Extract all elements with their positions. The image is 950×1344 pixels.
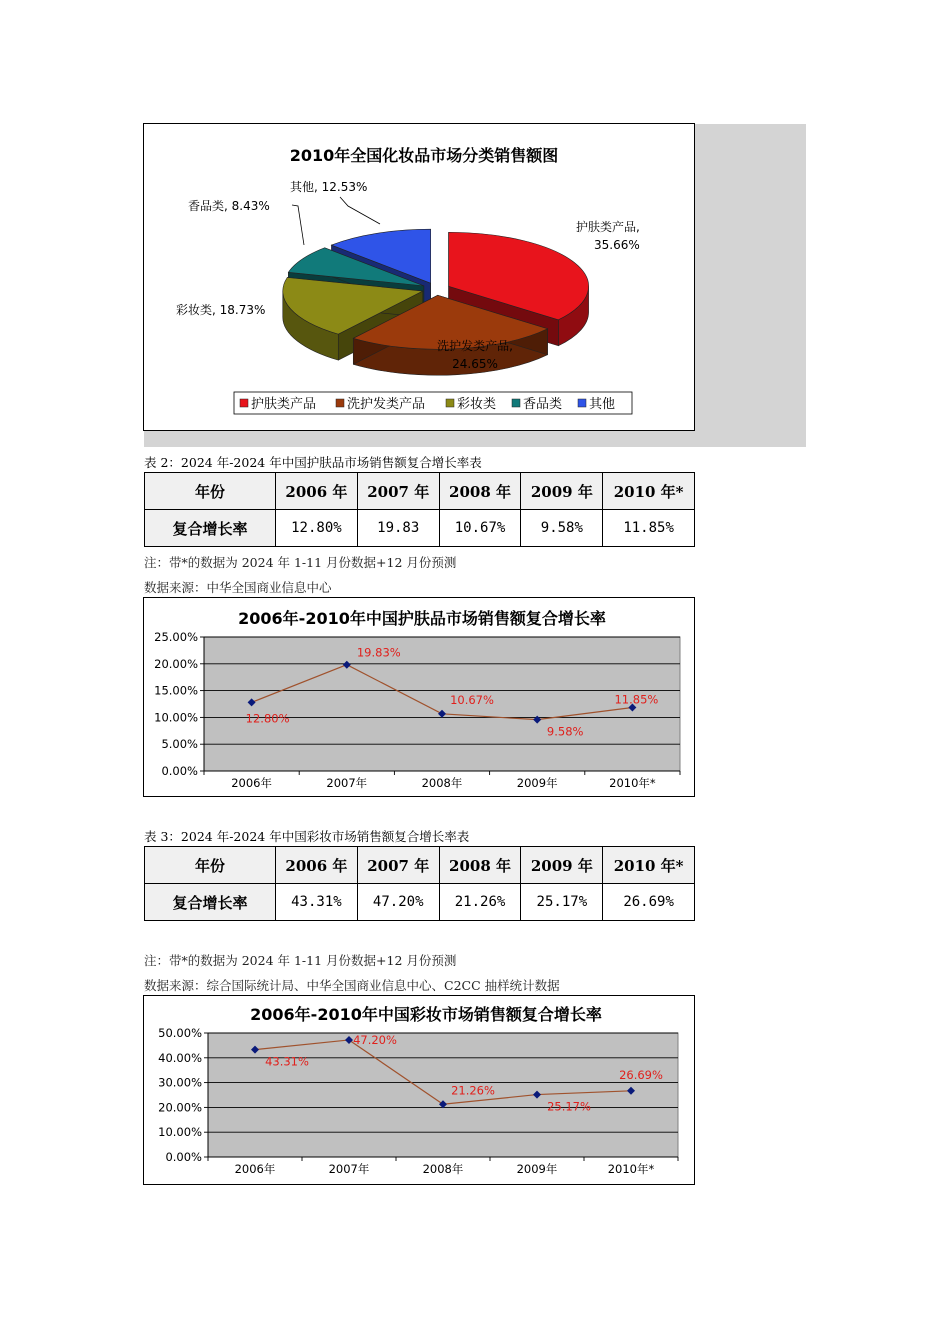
pie-legend-swatch-护肤类产品 xyxy=(240,399,248,407)
table2-header-2008: 2008 年 xyxy=(439,473,521,510)
x-tick-label: 2008年 xyxy=(421,776,463,790)
table3-header-2007: 2007 年 xyxy=(357,847,439,884)
pie-label-洗护发类产品: 24.65% xyxy=(452,357,498,371)
data-label: 25.17% xyxy=(547,1099,591,1114)
pie-label-香品类: 香品类, 8.43% xyxy=(188,199,270,213)
table3-caption: 表 3：2024 年-2024 年中国彩妆市场销售额复合增长率表 xyxy=(144,829,470,844)
pie-chart xyxy=(144,124,694,430)
y-tick-label: 0.00% xyxy=(165,1150,202,1164)
table3-row-label: 复合增长率 xyxy=(145,884,276,921)
pie-leader-其他 xyxy=(340,197,380,224)
y-tick-label: 0.00% xyxy=(161,764,198,778)
table2-cell: 9.58% xyxy=(521,510,603,547)
table2-cell: 10.67% xyxy=(439,510,521,547)
y-tick-label: 50.00% xyxy=(158,1026,202,1040)
pie-chart-frame xyxy=(143,123,695,431)
table3-header-2006: 2006 年 xyxy=(276,847,358,884)
pie-legend-swatch-洗护发类产品 xyxy=(336,399,344,407)
pie-legend-swatch-彩妆类 xyxy=(446,399,454,407)
table2-cell: 11.85% xyxy=(603,510,695,547)
y-tick-label: 20.00% xyxy=(154,656,198,671)
table3-note: 注：带*的数据为 2024 年 1-11 月份数据+12 月份预测 xyxy=(144,953,457,968)
table3-cell: 21.26% xyxy=(439,884,521,921)
table3-cell: 25.17% xyxy=(521,884,603,921)
line-chart-2-title: 2006年-2010年中国彩妆市场销售额复合增长率 xyxy=(250,1005,602,1024)
x-tick-label: 2007年 xyxy=(326,776,368,790)
data-label: 12.80% xyxy=(245,711,290,726)
y-tick-label: 40.00% xyxy=(158,1050,202,1065)
table2-header-2009: 2009 年 xyxy=(521,473,603,510)
line-chart-1-title: 2006年-2010年中国护肤品市场销售额复合增长率 xyxy=(238,609,606,628)
background-shade xyxy=(694,124,806,447)
table3-header-year: 年份 xyxy=(145,847,276,884)
y-tick-label: 30.00% xyxy=(158,1075,202,1090)
plot-area xyxy=(208,1033,678,1157)
line-chart-1-frame xyxy=(143,597,695,797)
table3-cell: 47.20% xyxy=(357,884,439,921)
pie-label-彩妆类: 彩妆类, 18.73% xyxy=(176,303,266,317)
data-label: 19.83% xyxy=(356,645,401,660)
data-label: 10.67% xyxy=(450,692,494,707)
table2-header-2006: 2006 年 xyxy=(276,473,358,510)
x-tick-label: 2009年 xyxy=(516,1162,558,1176)
y-tick-label: 15.00% xyxy=(154,683,198,698)
pie-label-护肤类产品: 35.66% xyxy=(594,238,640,252)
y-tick-label: 5.00% xyxy=(161,737,198,752)
plot-area xyxy=(204,637,680,771)
pie-label-洗护发类产品: 洗护发类产品, xyxy=(437,339,513,353)
data-label: 43.31% xyxy=(265,1054,309,1069)
table3-source: 数据来源：综合国际统计局、中华全国商业信息中心、C2CC 抽样统计数据 xyxy=(144,978,560,993)
pie-legend-label-香品类: 香品类 xyxy=(523,397,563,412)
x-tick-label: 2006年 xyxy=(234,1162,276,1176)
table3-cell: 43.31% xyxy=(276,884,358,921)
table3 xyxy=(144,846,695,921)
pie-leader-香品类 xyxy=(292,205,304,245)
x-tick-label: 2007年 xyxy=(328,1162,370,1176)
table2-header-2007: 2007 年 xyxy=(357,473,439,510)
table2-cell: 12.80% xyxy=(276,510,358,547)
table2-cell: 19.83 xyxy=(357,510,439,547)
table2-row-label: 复合增长率 xyxy=(145,510,276,547)
pie-chart-title: 2010年全国化妆品市场分类销售额图 xyxy=(289,146,559,165)
table2-header-year: 年份 xyxy=(145,473,276,510)
table3-header-2010: 2010 年* xyxy=(603,847,695,884)
pie-label-其他: 其他, 12.53% xyxy=(290,180,368,194)
table3-header-2008: 2008 年 xyxy=(439,847,521,884)
table2-source: 数据来源：中华全国商业信息中心 xyxy=(144,580,332,595)
table3-cell: 26.69% xyxy=(603,884,695,921)
x-tick-label: 2006年 xyxy=(231,776,272,790)
data-label: 26.69% xyxy=(619,1067,663,1082)
pie-legend-swatch-香品类 xyxy=(512,399,520,407)
data-label: 9.58% xyxy=(546,724,584,739)
y-tick-label: 10.00% xyxy=(158,1125,202,1140)
pie-label-护肤类产品: 护肤类产品, xyxy=(576,220,640,234)
y-tick-label: 10.00% xyxy=(154,710,198,725)
table2-header-2010: 2010 年* xyxy=(603,473,695,510)
line-chart-2-frame xyxy=(143,995,695,1185)
background-shade-bottom xyxy=(144,430,806,447)
data-label: 47.20% xyxy=(353,1032,397,1047)
line-chart-1 xyxy=(144,598,694,796)
pie-legend-label-彩妆类: 彩妆类 xyxy=(457,397,497,412)
x-tick-label: 2009年 xyxy=(516,776,558,790)
y-tick-label: 20.00% xyxy=(158,1100,202,1115)
pie-legend-label-其他: 其他 xyxy=(589,397,616,412)
table3-header-2009: 2009 年 xyxy=(521,847,603,884)
table2 xyxy=(144,472,695,547)
pie-legend-swatch-其他 xyxy=(578,399,586,407)
line-chart-2 xyxy=(144,996,694,1184)
table2-caption: 表 2：2024 年-2024 年中国护肤品市场销售额复合增长率表 xyxy=(144,455,482,470)
x-tick-label: 2008年 xyxy=(422,1162,464,1176)
x-tick-label: 2010年* xyxy=(609,776,656,790)
pie-legend-label-护肤类产品: 护肤类产品 xyxy=(251,397,317,412)
pie-legend-label-洗护发类产品: 洗护发类产品 xyxy=(347,397,426,412)
data-label: 21.26% xyxy=(451,1083,495,1098)
table2-note: 注：带*的数据为 2024 年 1-11 月份数据+12 月份预测 xyxy=(144,555,457,570)
y-tick-label: 25.00% xyxy=(154,630,198,644)
x-tick-label: 2010年* xyxy=(607,1162,655,1176)
data-label: 11.85% xyxy=(614,692,659,707)
